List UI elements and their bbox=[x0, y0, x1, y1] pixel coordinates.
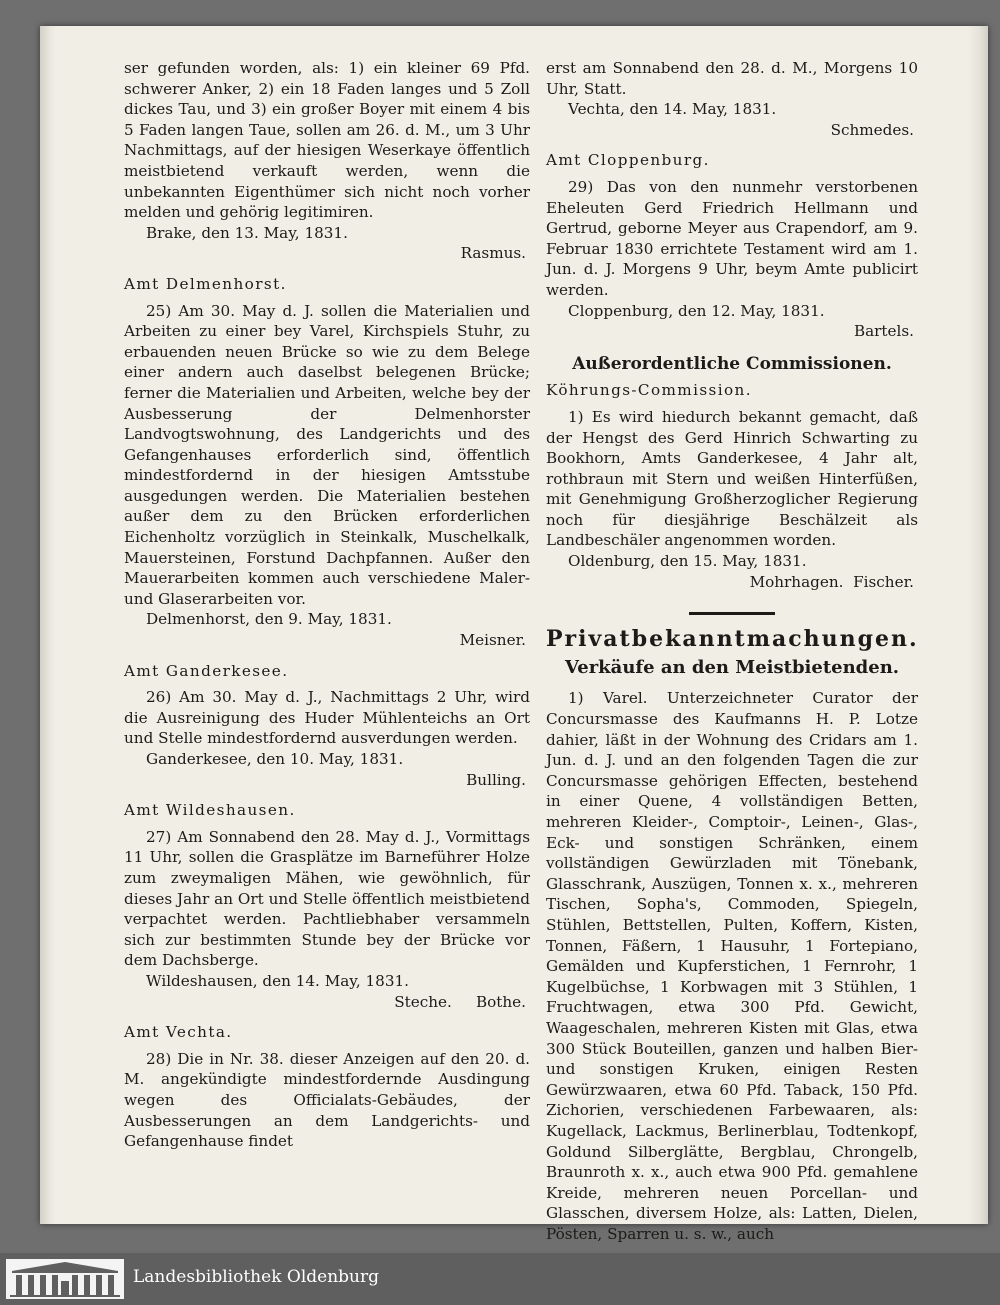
subsection-heading-verkaeufe: Verkäufe an den Meistbietenden. bbox=[564, 656, 900, 678]
notice-paragraph-28: 28) Die in Nr. 38. dieser Anzeigen auf den 20. d. M. angekündigte mindestfordernde Ausdingung wegen des Officialats-Gebäudes, der Ausbesserungen an dem Landgerichts- und Gefangenhause findet bbox=[124, 1049, 530, 1151]
section-heading-wildeshausen: Amt Wildeshausen. bbox=[124, 801, 296, 820]
notice-paragraph-29: 29) Das von den nunmehr verstorbenen Eheleuten Gerd Friedrich Hellmann und Gertrud, geborne Meyer aus Crapendorf, am 9. Februar 1830 errichtete Testament wird am 1. Jun. d. J. Morgens 9 Uhr, beym Amte publicirt werden. bbox=[546, 177, 918, 299]
section-divider bbox=[689, 612, 775, 615]
notice-paragraph-26: 26) Am 30. May d. J., Nachmittags 2 Uhr, wird die Ausreinigung des Huder Mühlenteichs an Ort und Stelle mindestfordernd ausverdungen werden. bbox=[124, 688, 530, 748]
notice-date: Wildeshausen, den 14. May, 1831. bbox=[146, 971, 409, 990]
library-building-icon bbox=[6, 1259, 124, 1299]
section-heading-delmenhorst: Amt Delmenhorst. bbox=[124, 274, 287, 293]
notice-signature: Steche. Bothe. bbox=[394, 992, 526, 1011]
section-heading-privat: Privatbekanntmachungen. bbox=[546, 626, 919, 653]
notice-date: Ganderkesee, den 10. May, 1831. bbox=[146, 750, 404, 768]
notice-signature: Bartels. bbox=[853, 322, 914, 341]
library-name[interactable]: Landesbibliothek Oldenburg bbox=[133, 1267, 380, 1287]
page-edge bbox=[962, 26, 988, 1224]
notice-paragraph-27: 27) Am Sonnabend den 28. May d. J., Vormittags 11 Uhr, sollen die Grasplätze im Barneführer Holze zum zweymaligen Mähen, wie gewöhnlich, für dieses Jahr an Ort und Stelle öffentlich meistbietend verpachtet werden. Pachtliebhaber versammeln sich zur bestimmten Stunde bey der Brücke vor dem Dachsberge. bbox=[124, 827, 530, 970]
notice-signature: Schmedes. bbox=[830, 120, 914, 139]
viewer-footer bbox=[0, 1253, 1000, 1305]
notice-signature: Bulling. bbox=[466, 770, 526, 789]
notice-signature: Mohrhagen. Fischer. bbox=[749, 572, 914, 591]
notice-date: Brake, den 13. May, 1831. bbox=[146, 223, 348, 242]
left-column bbox=[124, 58, 530, 1152]
notice-paragraph-koehrung: 1) Es wird hiedurch bekannt gemacht, daß der Hengst des Gerd Hinrich Schwarting zu Bookhorn, Amts Ganderkesee, 4 Jahr alt, rothbraun mit Stern und weißen Hinterfüßen, mit Genehmigung Großherzoglicher Regierung noch für diesjährige Beschälzeit als Landbeschäler angenommen worden. bbox=[546, 407, 918, 550]
section-heading-ganderkesee: Amt Ganderkesee. bbox=[124, 661, 289, 680]
notice-paragraph: ser gefunden worden, als: 1) ein kleiner 69 Pfd. schwerer Anker, 2) ein 18 Faden langes und 5 Zoll dickes Tau, und 3) ein großer Boyer mit einem 4 bis 5 Faden langen Taue, sollen am 26. d. M., um 3 Uhr Nachmittags, auf der hiesigen Weserkaye öffentlich meistbietend verkauft werden, wenn die unbekannten Eigenthümer sich nicht noch vorher melden und gehörig legitimiren. bbox=[124, 59, 530, 222]
subsection-heading-koehrung: Köhrungs-Commission. bbox=[546, 381, 752, 400]
notice-paragraph-varel: 1) Varel. Unterzeichneter Curator der Concursmasse des Kaufmanns H. P. Lotze dahier, läßt in der Wohnung des Cridars am 1. Jun. d. J. und an den folgenden Tagen die zur Concursmasse gehörigen Effecten, bestehend in einer Quene, 4 vollständigen Betten, mehreren Kleider-, Comptoir-, Leinen-, Glas-, Eck- und sonstigen Schränken, einem vollständigen Gewürzladen mit Tönebank, Glasschrank, Auszügen, Tonnen x. x., mehreren Tischen, Sopha's, Commoden, Spiegeln, Stühlen, Bettstellen, Pulten, Koffern, Kisten, Tonnen, Fäßern, 1 Hausuhr, 1 Fortepiano, Gemälden und Kupferstichen, 1 Fernrohr, 1 Kugelbüchse, 1 Korbwagen mit 3 Stühlen, 1 Fruchtwagen, etwa 300 Pfd. Gewicht, Waageschalen, mehreren Kisten mit Glas, etwa 300 Stück Bouteillen, ganzen und halben Bier- und sonstigen Kruken, einigen Resten Gewürzwaaren, etwa 60 Pfd. Taback, 150 Pfd. Zichorien, verschiedenen Farbewaaren, als: Kugellack, Lackmus, Berlinerblau, Todtenkopf, Goldund Silberglätte, Bergblau, Chrongelb, Braunroth x. x., auch etwa 900 Pfd. gemahlene Kreide, mehreren neuen Porcellan- und Glasschen, diversem Holze, als: Latten, Dielen, Pösten, Sparren u. s. w., auch bbox=[546, 689, 918, 1243]
section-heading-commissionen: Außerordentliche Commissionen. bbox=[572, 353, 892, 374]
notice-signature: Rasmus. bbox=[460, 244, 526, 263]
notice-date: Cloppenburg, den 12. May, 1831. bbox=[568, 301, 825, 320]
notice-paragraph-28-continued: erst am Sonnabend den 28. d. M., Morgens 10 Uhr, Statt. bbox=[546, 59, 918, 98]
section-heading-cloppenburg: Amt Cloppenburg. bbox=[546, 151, 710, 170]
section-heading-vechta: Amt Vechta. bbox=[124, 1023, 233, 1042]
page-spine-shadow bbox=[40, 26, 56, 1224]
notice-date: Oldenburg, den 15. May, 1831. bbox=[568, 552, 807, 571]
notice-date: Vechta, den 14. May, 1831. bbox=[568, 100, 777, 119]
notice-paragraph-25: 25) Am 30. May d. J. sollen die Materialien und Arbeiten zu einer bey Varel, Kirchspiels Stuhr, zu erbauenden neuen Brücke so wie zu dem Belege einer andern auch daselbst belegenen Brücke; ferner die Materialien und Arbeiten, welche bey der Ausbesserung der Delmenhorster Landvogtswohnung, des Landgerichts und des Gefangenhauses erforderlich sind, öffentlich mindestfordernd in der hiesigen Amtsstube ausgedungen werden. Die Materialien bestehen außer dem zu den Brücken erforderlichen Eichenholtz vorzüglich in Steinkalk, Muschelkalk, Mauersteinen, Forstund Dachpfannen. Außer den Mauerarbeiten kommen auch verschiedene Maler- und Glaserarbeiten vor. bbox=[124, 301, 530, 608]
notice-signature: Meisner. bbox=[459, 631, 526, 650]
right-column bbox=[546, 58, 918, 1244]
notice-date: Delmenhorst, den 9. May, 1831. bbox=[146, 610, 392, 629]
